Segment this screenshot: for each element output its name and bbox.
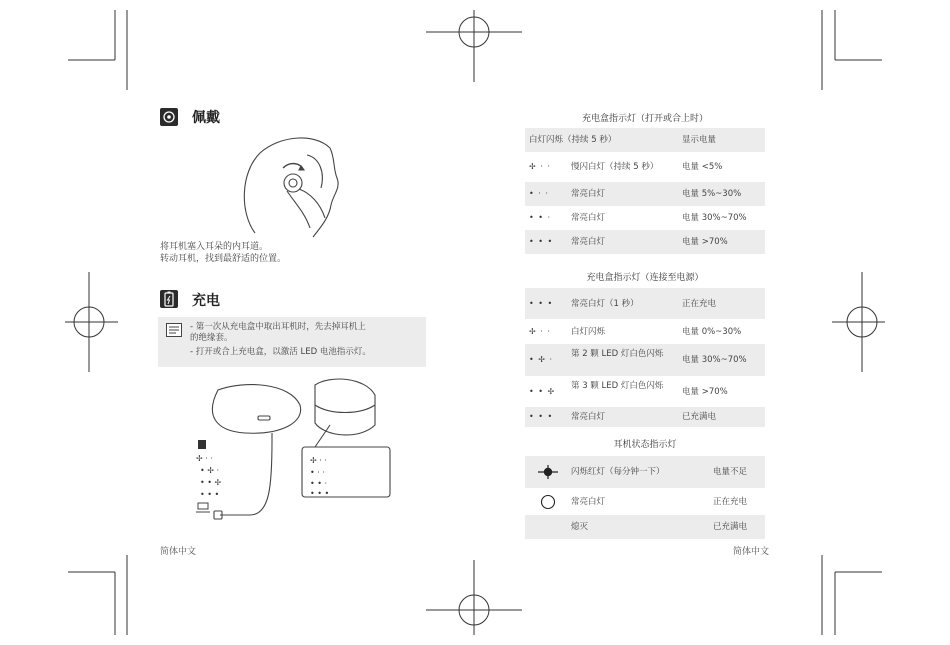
led-pattern-icon: • • · [529,213,552,222]
wear-illustration [235,133,345,238]
charge-note-3: - 打开或合上充电盒，以激活 LED 电池指示灯。 [190,347,371,357]
svg-text:✢ · ·: ✢ · · [310,456,327,465]
case-power-row [525,344,765,376]
row-pattern-text: 第 2 颗 LED 灯白色闪烁 [571,349,664,359]
right-footer: 简体中文 [733,547,770,557]
svg-text:• ✢ ·: • ✢ · [200,466,220,475]
earbud-table-title: 耳机状态指示灯 [613,440,677,450]
row-pattern-text: 常亮白灯 [571,213,606,223]
case-open-row [525,206,765,230]
row-pattern-text: 常亮白灯 [571,237,606,247]
row-status-text: 电量 30%~70% [682,213,747,223]
row-pattern-text: 闪烁红灯（每分钟一下） [571,467,665,477]
wear-title: 佩戴 [192,110,220,126]
case-open-row [525,154,765,180]
case-power-row [525,288,765,319]
row-pattern-text: 常亮白灯 [571,189,606,199]
row-pattern-text: 白灯闪烁 [571,327,606,337]
case-open-header-pattern: 白灯闪烁（持续 5 秒） [529,135,617,145]
charge-note-box [158,317,426,367]
row-status-text: 电量 >70% [682,237,728,247]
case-open-row [525,182,765,206]
row-status-text: 已充满电 [713,522,748,532]
row-pattern-text: 熄灭 [571,522,589,532]
row-pattern-text: 慢闪白灯（持续 5 秒） [571,162,659,172]
row-pattern-text: 第 3 颗 LED 灯白色闪烁 [571,381,664,391]
wear-line-1: 将耳机塞入耳朵的内耳道。 [160,242,269,252]
case-power-row [525,407,765,427]
row-status-text: 电量 5%~30% [682,189,742,199]
led-pattern-icon: • • • [529,237,554,246]
left-footer: 简体中文 [160,547,197,557]
row-status-text: 电量 >70% [682,387,728,397]
led-pattern-icon: • · · [529,189,549,198]
row-status-text: 正在充电 [713,497,748,507]
svg-text:✢ · ·: ✢ · · [196,454,213,463]
earbud-row [525,456,765,488]
led-pattern-icon: ✢ · · [529,327,551,336]
red-blink-icon [537,465,559,479]
case-open-table-title: 充电盒指示灯（打开或合上时） [581,114,708,124]
case-open-header-row [525,128,765,152]
row-pattern-text: 常亮白灯（1 秒） [571,299,639,309]
svg-text:• • •: • • • [310,489,330,498]
row-status-text: 电量 30%~70% [682,355,747,365]
led-pattern-icon: • • • [529,299,554,308]
row-status-text: 电量 0%~30% [682,327,742,337]
svg-text:• • •: • • • [200,490,220,499]
charge-note-2: 的绝缘套。 [190,333,233,343]
wear-line-2: 转动耳机，找到最舒适的位置。 [160,254,287,264]
charging-illustration [190,375,400,520]
white-light-icon [540,494,556,510]
ear-icon [160,108,178,126]
svg-text:• • ·: • • · [310,479,328,488]
row-status-text: 电量不足 [713,467,748,477]
case-power-row [525,320,765,344]
row-status-text: 电量 <5% [682,162,723,172]
row-status-text: 正在充电 [682,299,717,309]
battery-icon [160,290,178,308]
row-pattern-text: 常亮白灯 [571,412,606,422]
case-open-header-status: 显示电量 [682,135,717,145]
case-power-row [525,377,765,407]
svg-text:• · ·: • · · [310,468,325,477]
led-pattern-icon: • ✢ · [529,355,554,364]
case-open-row [525,230,765,254]
charge-note-1: - 第一次从充电盒中取出耳机时，先去掉耳机上 [190,322,366,332]
earbud-row [525,515,765,539]
led-pattern-icon: • • ✢ [529,387,556,396]
earbud-row [525,489,765,515]
case-power-table-title: 充电盒指示灯（连接至电源） [586,273,704,283]
led-pattern-icon: ✢ · · [529,162,551,171]
charge-title: 充电 [192,293,220,309]
svg-text:• • ✢: • • ✢ [200,478,222,487]
row-status-text: 已充满电 [682,412,717,422]
led-pattern-icon: • • • [529,412,554,421]
row-pattern-text: 常亮白灯 [571,497,606,507]
note-icon [166,323,182,337]
